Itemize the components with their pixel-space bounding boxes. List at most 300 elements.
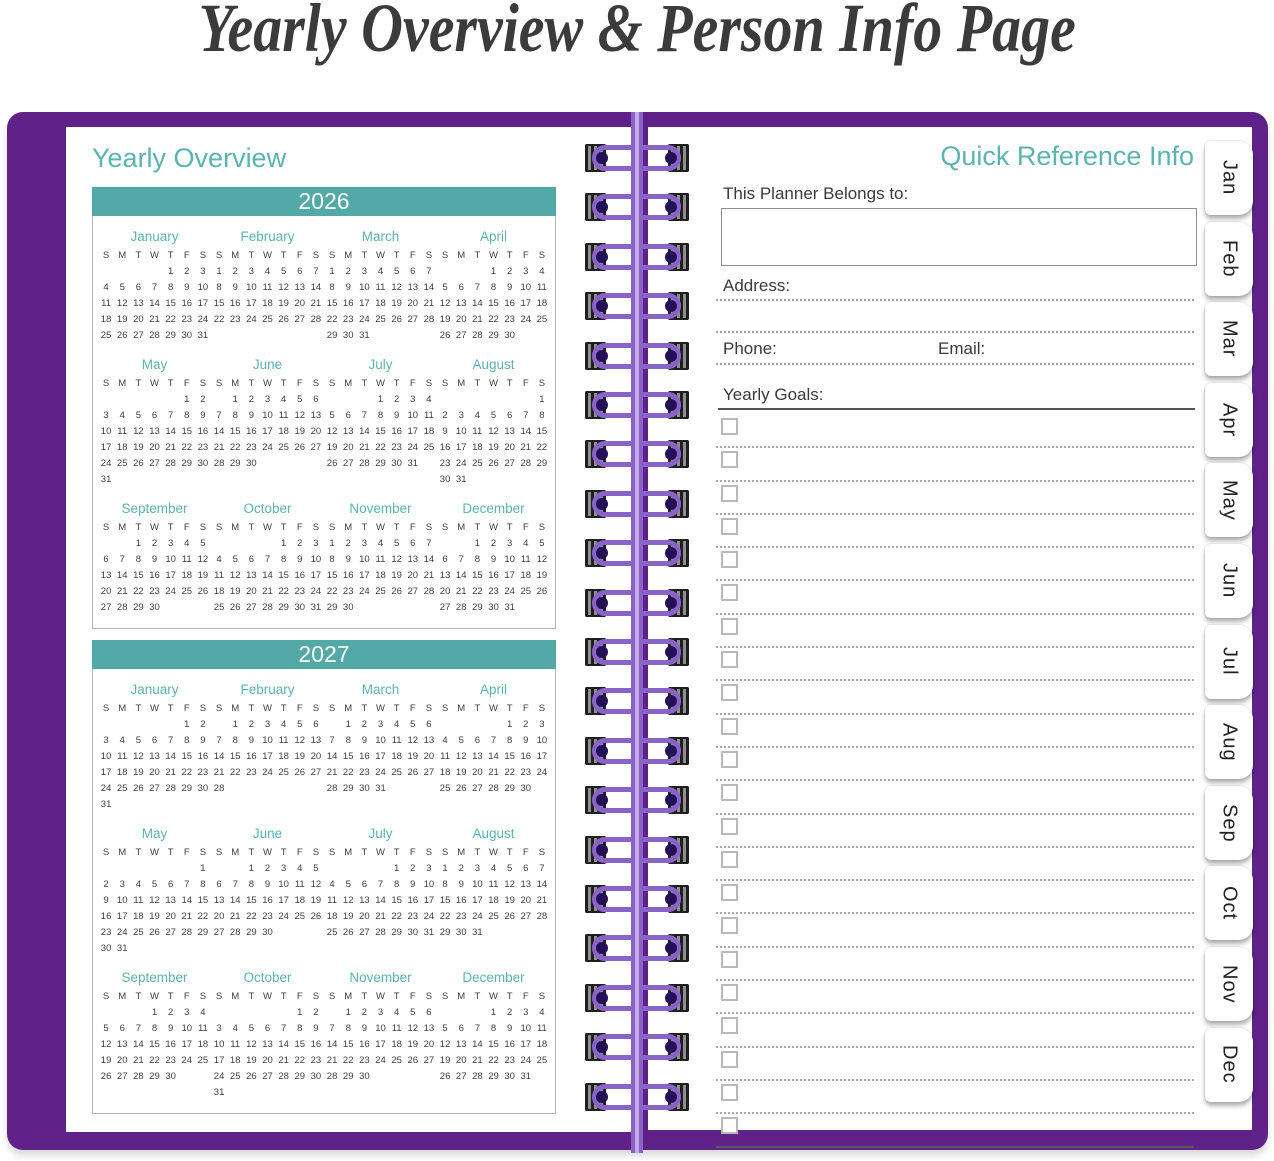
tab-mar: Mar [1205,302,1253,376]
weekday-header: T [361,847,368,858]
date-cell: 15 [149,1039,160,1050]
weekday-header: S [199,847,207,858]
date-cell: 26 [278,314,289,325]
date-cell: 14 [262,570,273,581]
weekday-header: S [425,522,433,533]
weekday-header: T [135,703,142,714]
date-cell: 24 [181,1055,193,1066]
empty-cell [356,861,372,877]
date-cell: 9 [361,735,367,746]
date-cell: 29 [472,602,483,613]
weekday-header: M [231,847,240,858]
month-name: December [462,970,525,985]
date-cell: 21 [375,911,386,922]
goal-checkbox [721,518,738,535]
date-cell: 20 [407,570,419,581]
date-cell: 10 [310,554,322,565]
date-cell: 11 [133,895,144,906]
date-cell: 3 [184,1007,190,1018]
date-cell: 9 [297,554,303,565]
date-cell: 4 [377,266,384,277]
date-cell: 22 [246,911,257,922]
date-cell: 15 [197,895,209,906]
yearly-goals-label: Yearly Goals: [723,385,824,404]
empty-cell [211,1005,227,1021]
month-calendar [437,969,550,1101]
date-cell: 2 [458,863,464,874]
date-cell: 7 [184,879,190,890]
date-cell: 25 [472,458,483,469]
month-day-grid [324,701,437,797]
date-cell: 6 [410,266,416,277]
weekday-header: W [489,250,498,261]
date-cell: 6 [313,394,319,405]
date-cell: 13 [310,735,322,746]
weekday-header: T [248,250,255,261]
weekday-header: S [328,522,336,533]
date-cell: 11 [117,751,128,762]
date-cell: 7 [264,554,271,565]
date-cell: 14 [181,895,193,906]
date-cell: 8 [506,735,513,746]
date-cell: 2 [345,266,351,277]
month-name: November [349,970,412,985]
date-cell: 16 [455,895,467,906]
empty-cell [211,717,227,733]
date-cell: 10 [504,554,515,565]
date-cell: 24 [455,458,467,469]
date-cell: 21 [149,314,160,325]
goal-checkbox [721,818,738,835]
weekday-header: S [199,703,207,714]
date-cell: 26 [488,458,499,469]
date-cell: 18 [391,751,402,762]
date-cell: 8 [232,735,238,746]
date-cell: 2 [393,394,400,405]
goal-row [716,848,1194,881]
date-cell: 4 [442,735,448,746]
date-cell: 15 [181,751,193,762]
date-cell: 20 [455,1055,467,1066]
date-cell: 10 [181,1023,193,1034]
date-cell: 28 [375,927,386,938]
date-cell: 5 [248,1023,254,1034]
weekday-header: W [489,522,498,533]
empty-cell [518,392,534,408]
date-cell: 9 [506,1023,513,1034]
date-cell: 29 [342,783,354,794]
date-cell: 2 [506,1007,513,1018]
weekday-header: F [183,703,190,714]
date-cell: 22 [165,314,176,325]
date-cell: 10 [359,282,370,293]
date-cell: 26 [116,330,128,341]
date-cell: 17 [262,751,273,762]
date-cell: 10 [375,1023,386,1034]
empty-cell [146,264,162,280]
date-cell: 11 [294,879,305,890]
empty-cell [227,861,243,877]
date-cell: 30 [504,1071,515,1082]
date-cell: 2 [361,719,367,730]
date-cell: 27 [100,602,112,613]
date-cell: 11 [197,1023,208,1034]
weekday-header: S [425,847,433,858]
date-cell: 2 [410,863,416,874]
date-cell: 9 [200,410,206,421]
date-cell: 9 [361,1023,367,1034]
weekday-header: F [522,378,529,389]
date-cell: 22 [342,1055,354,1066]
date-cell: 13 [407,282,419,293]
weekday-header: T [361,250,368,261]
date-cell: 16 [294,570,306,581]
date-cell: 12 [229,570,241,581]
date-cell: 16 [520,751,532,762]
empty-cell [259,536,275,552]
date-cell: 22 [197,911,209,922]
month-calendar [98,500,211,616]
date-cell: 6 [119,1023,125,1034]
year-banner: 2027 [92,640,556,669]
date-cell: 15 [133,570,144,581]
date-cell: 13 [310,410,322,421]
date-cell: 21 [423,570,435,581]
date-cell: 9 [523,735,529,746]
empty-cell [98,861,114,877]
tab-jun: Jun [1205,544,1253,618]
empty-cell [243,1005,259,1021]
date-cell: 30 [310,1071,322,1082]
date-cell: 16 [197,426,209,437]
date-cell: 18 [229,1055,241,1066]
date-cell: 7 [232,879,238,890]
date-cell: 24 [262,442,273,453]
weekday-header: S [215,378,223,389]
date-cell: 29 [149,1071,160,1082]
weekday-header: T [167,378,174,389]
date-cell: 23 [504,1055,515,1066]
date-cell: 2 [345,538,351,549]
belongs-to-label: This Planner Belongs to: [723,184,909,203]
date-cell: 4 [490,863,497,874]
weekday-header: S [215,522,223,533]
date-cell: 9 [345,554,351,565]
date-cell: 2 [200,719,206,730]
month-calendar [324,681,437,813]
date-cell: 2 [103,879,109,890]
month-day-grid [98,845,211,957]
date-cell: 18 [472,442,483,453]
weekday-header: T [280,703,287,714]
month-day-grid [98,520,211,616]
date-cell: 25 [294,911,306,922]
weekday-header: F [409,991,416,1002]
weekday-header: M [457,522,466,533]
goal-row [716,748,1194,781]
weekday-header: S [199,378,207,389]
month-name: August [472,357,515,372]
weekday-header: F [409,250,416,261]
date-cell: 3 [377,719,384,730]
weekday-header: W [150,847,159,858]
goal-checkbox [721,651,738,668]
date-cell: 11 [117,426,128,437]
month-day-grid [437,376,550,488]
date-cell: 6 [248,554,254,565]
empty-cell [453,536,469,552]
date-cell: 24 [246,314,257,325]
date-cell: 8 [232,410,238,421]
weekday-header: T [393,522,400,533]
date-cell: 8 [248,879,254,890]
date-cell: 14 [488,751,499,762]
weekday-header: M [118,703,127,714]
weekday-header: T [167,991,174,1002]
date-cell: 20 [423,1039,435,1050]
date-cell: 29 [342,1071,354,1082]
date-cell: 20 [149,767,160,778]
date-cell: 18 [439,767,451,778]
weekday-header: S [538,522,546,533]
date-cell: 3 [474,863,480,874]
year-months-grid [92,669,556,1114]
date-cell: 16 [342,298,354,309]
date-cell: 24 [375,1055,386,1066]
weekday-header: T [167,847,174,858]
month-day-grid [211,845,324,941]
date-cell: 23 [359,1055,370,1066]
date-cell: 10 [520,1023,532,1034]
date-cell: 23 [149,586,160,597]
date-cell: 6 [506,410,513,421]
goal-checkbox [721,718,738,735]
month-day-grid [211,248,324,328]
date-cell: 4 [103,282,109,293]
date-cell: 17 [423,895,435,906]
date-cell: 31 [472,927,483,938]
goal-row [716,815,1194,848]
month-calendar [324,228,437,344]
weekday-header: S [312,703,320,714]
phone-email-line [716,349,1194,365]
date-cell: 25 [520,586,532,597]
month-calendar [211,356,324,488]
tab-jul: Jul [1205,625,1253,699]
date-cell: 26 [197,586,209,597]
date-cell: 1 [474,538,480,549]
date-cell: 26 [294,442,306,453]
weekday-header: S [199,250,207,261]
date-cell: 10 [423,879,435,890]
tab-nov: Nov [1205,947,1253,1021]
date-cell: 2 [200,394,206,405]
date-cell: 15 [439,895,451,906]
date-cell: 20 [262,1055,273,1066]
date-cell: 3 [264,719,271,730]
date-cell: 5 [410,1007,416,1018]
date-cell: 19 [310,895,322,906]
date-cell: 29 [133,602,144,613]
month-name: March [361,682,400,697]
empty-cell [324,861,340,877]
weekday-header: W [150,703,159,714]
goal-row [716,948,1194,981]
date-cell: 29 [181,458,193,469]
weekday-header: M [231,703,240,714]
date-cell: 1 [329,266,335,277]
year-banner: 2026 [92,187,556,216]
date-cell: 10 [536,735,548,746]
date-cell: 8 [393,879,400,890]
month-calendar [211,825,324,957]
month-name: June [252,826,283,841]
month-name: April [479,682,507,697]
month-name: September [121,970,188,985]
date-cell: 24 [536,767,548,778]
date-cell: 21 [536,895,548,906]
date-cell: 5 [297,394,303,405]
weekday-header: T [361,703,368,714]
date-cell: 19 [455,767,467,778]
date-cell: 22 [181,767,193,778]
yearly-goals-rule [718,408,1195,410]
date-cell: 10 [100,751,112,762]
date-cell: 9 [345,282,351,293]
date-cell: 8 [200,879,206,890]
date-cell: 23 [181,314,193,325]
date-cell: 4 [297,863,303,874]
date-cell: 12 [116,298,128,309]
date-cell: 31 [359,330,370,341]
date-cell: 11 [375,282,386,293]
weekday-header: S [425,378,433,389]
date-cell: 21 [116,586,128,597]
month-name: December [462,501,525,516]
date-cell: 3 [539,719,545,730]
date-cell: 4 [539,1007,545,1018]
date-cell: 6 [458,1023,464,1034]
date-cell: 1 [506,719,513,730]
empty-cell [163,717,179,733]
date-cell: 30 [342,330,354,341]
date-cell: 24 [359,314,370,325]
date-cell: 27 [149,458,160,469]
date-cell: 28 [423,314,435,325]
date-cell: 19 [391,298,402,309]
weekday-header: W [489,847,498,858]
date-cell: 16 [391,426,402,437]
email-label: Email: [938,339,986,358]
date-cell: 14 [359,426,370,437]
date-cell: 2 [313,1007,319,1018]
weekday-header: S [441,522,449,533]
date-cell: 9 [248,735,254,746]
date-cell: 13 [133,298,144,309]
weekday-header: W [263,847,272,858]
date-cell: 7 [167,410,174,421]
date-cell: 29 [536,458,548,469]
date-cell: 15 [375,426,386,437]
date-cell: 26 [391,314,402,325]
month-calendar [324,825,437,957]
date-cell: 6 [426,719,432,730]
date-cell: 1 [280,538,287,549]
date-cell: 8 [184,735,190,746]
date-cell: 9 [442,426,448,437]
date-cell: 3 [458,410,464,421]
date-cell: 8 [329,554,335,565]
weekday-header: W [263,522,272,533]
date-cell: 25 [197,1055,209,1066]
date-cell: 26 [407,1055,419,1066]
date-cell: 1 [297,1007,303,1018]
month-day-grid [98,989,211,1085]
empty-cell [114,1005,130,1021]
date-cell: 25 [326,927,338,938]
goal-checkbox [721,784,738,801]
date-cell: 13 [504,426,515,437]
date-cell: 21 [213,767,225,778]
date-cell: 19 [439,1055,451,1066]
date-cell: 2 [167,1007,174,1018]
date-cell: 9 [490,554,497,565]
weekday-header: S [328,378,336,389]
empty-cell [469,264,485,280]
empty-cell [324,717,340,733]
weekday-header: T [248,378,255,389]
date-cell: 14 [520,426,532,437]
date-cell: 16 [197,751,209,762]
date-cell: 15 [229,751,241,762]
date-cell: 21 [326,1055,338,1066]
weekday-header: T [474,847,481,858]
date-cell: 25 [391,1055,402,1066]
date-cell: 14 [165,426,176,437]
date-cell: 22 [149,1055,160,1066]
month-day-grid [437,989,550,1085]
date-cell: 3 [103,410,109,421]
date-cell: 1 [393,863,400,874]
date-cell: 31 [197,330,209,341]
date-cell: 16 [181,298,193,309]
date-cell: 3 [426,863,432,874]
date-cell: 28 [165,783,176,794]
weekday-header: W [489,378,498,389]
empty-cell [179,861,195,877]
date-cell: 29 [229,458,241,469]
weekday-header: F [522,847,529,858]
date-cell: 11 [423,410,434,421]
date-cell: 7 [135,1023,141,1034]
date-cell: 20 [455,314,467,325]
date-cell: 17 [455,442,467,453]
date-cell: 16 [342,570,354,581]
weekday-header: F [296,250,303,261]
date-cell: 24 [213,1071,225,1082]
date-cell: 12 [100,1039,112,1050]
date-cell: 21 [133,1055,144,1066]
date-cell: 9 [151,554,158,565]
date-cell: 9 [167,1023,174,1034]
date-cell: 6 [216,879,222,890]
date-cell: 14 [310,282,322,293]
date-cell: 20 [294,298,306,309]
date-cell: 17 [359,298,370,309]
date-cell: 6 [523,863,529,874]
empty-cell [227,536,243,552]
weekday-header: M [457,703,466,714]
